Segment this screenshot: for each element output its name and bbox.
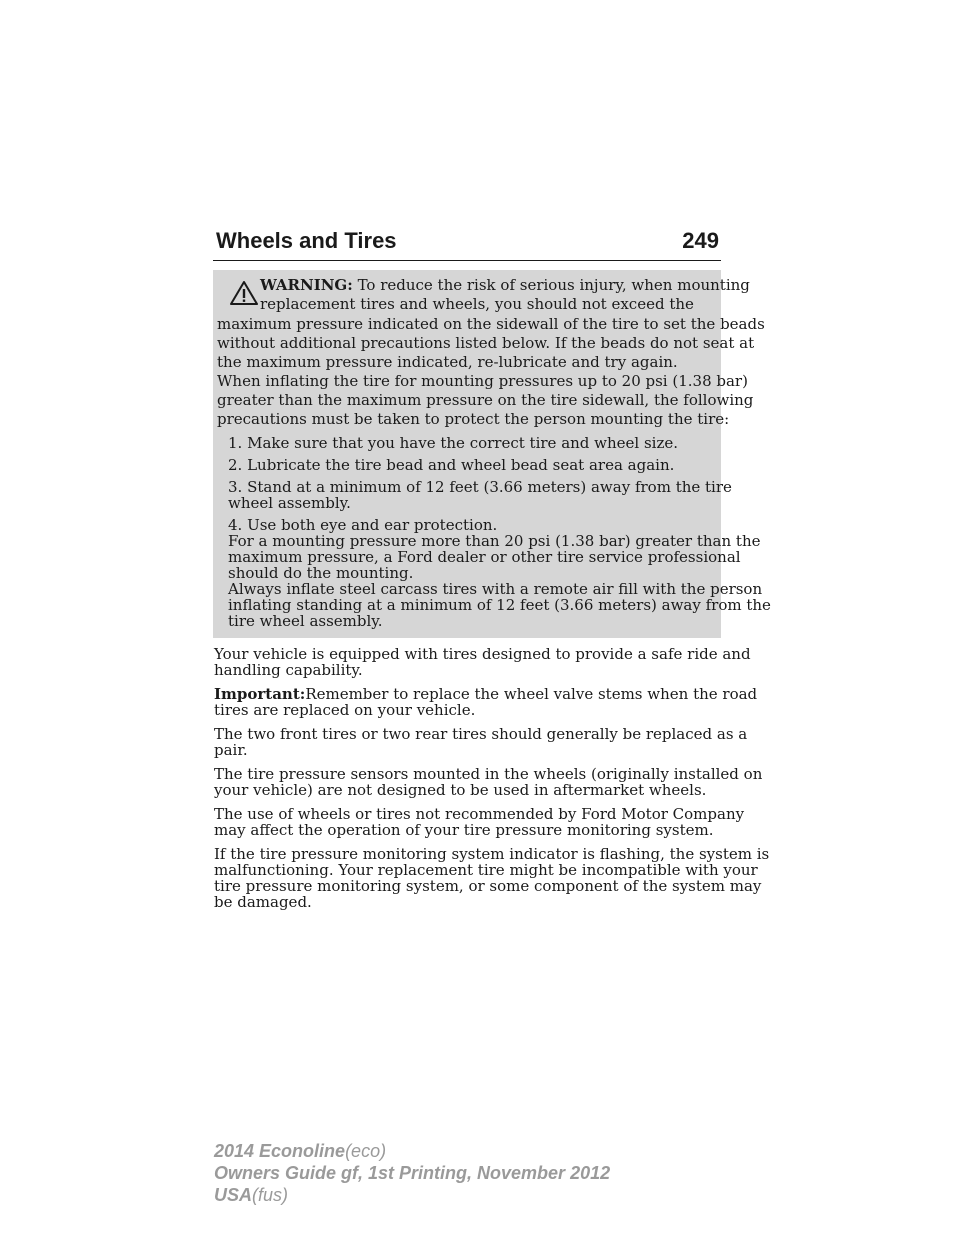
warning-line: should do the mounting. <box>228 564 414 582</box>
warning-line: greater than the maximum pressure on the tire sidewall, the following <box>217 391 754 409</box>
warning-line: Always inflate steel carcass tires with a remote air fill with the person <box>228 580 763 598</box>
warning-line: without additional precautions listed below. If the beads do not seat at <box>217 334 755 352</box>
section-title: Wheels and Tires <box>216 228 397 253</box>
precaution-item: 2. Lubricate the tire bead and wheel bead seat area again. <box>228 456 675 474</box>
warning-line: maximum pressure indicated on the sidewall of the tire to set the beads <box>217 315 765 333</box>
precaution-item: 3. Stand at a minimum of 12 feet (3.66 meters) away from the tire <box>228 478 732 496</box>
warning-line: tire wheel assembly. <box>228 612 383 630</box>
footer-model-line: 2014 Econoline(eco) <box>214 1141 387 1161</box>
precaution-item: 4. Use both eye and ear protection. <box>228 516 498 534</box>
warning-line: WARNING: To reduce the risk of serious injury, when mounting <box>260 276 750 294</box>
warning-line: inflating standing at a minimum of 12 feet (3.66 meters) away from the <box>228 596 771 614</box>
warning-line: maximum pressure, a Ford dealer or other tire service professional <box>228 548 741 566</box>
footer-guide-line: Owners Guide gf, 1st Printing, November 2012 <box>214 1163 611 1183</box>
page-header <box>213 228 721 261</box>
warning-line: For a mounting pressure more than 20 psi (1.38 bar) greater than the <box>228 532 761 550</box>
precaution-item: wheel assembly. <box>228 494 351 512</box>
precaution-item: 1. Make sure that you have the correct tire and wheel size. <box>228 434 679 452</box>
warning-triangle-icon <box>229 280 259 306</box>
warning-line: the maximum pressure indicated, re-lubricate and try again. <box>217 353 678 371</box>
warning-label: WARNING: <box>260 276 353 294</box>
footer <box>214 1140 610 1206</box>
warning-line: replacement tires and wheels, you should not exceed the <box>260 295 694 313</box>
important-label: Important: <box>214 685 306 703</box>
page-number: 249 <box>682 228 719 253</box>
warning-line: When inflating the tire for mounting pressures up to 20 psi (1.38 bar) <box>217 372 748 390</box>
footer-market-line: USA(fus) <box>214 1185 289 1205</box>
warning-box <box>213 270 771 638</box>
warning-line: precautions must be taken to protect the person mounting the tire: <box>217 410 730 428</box>
